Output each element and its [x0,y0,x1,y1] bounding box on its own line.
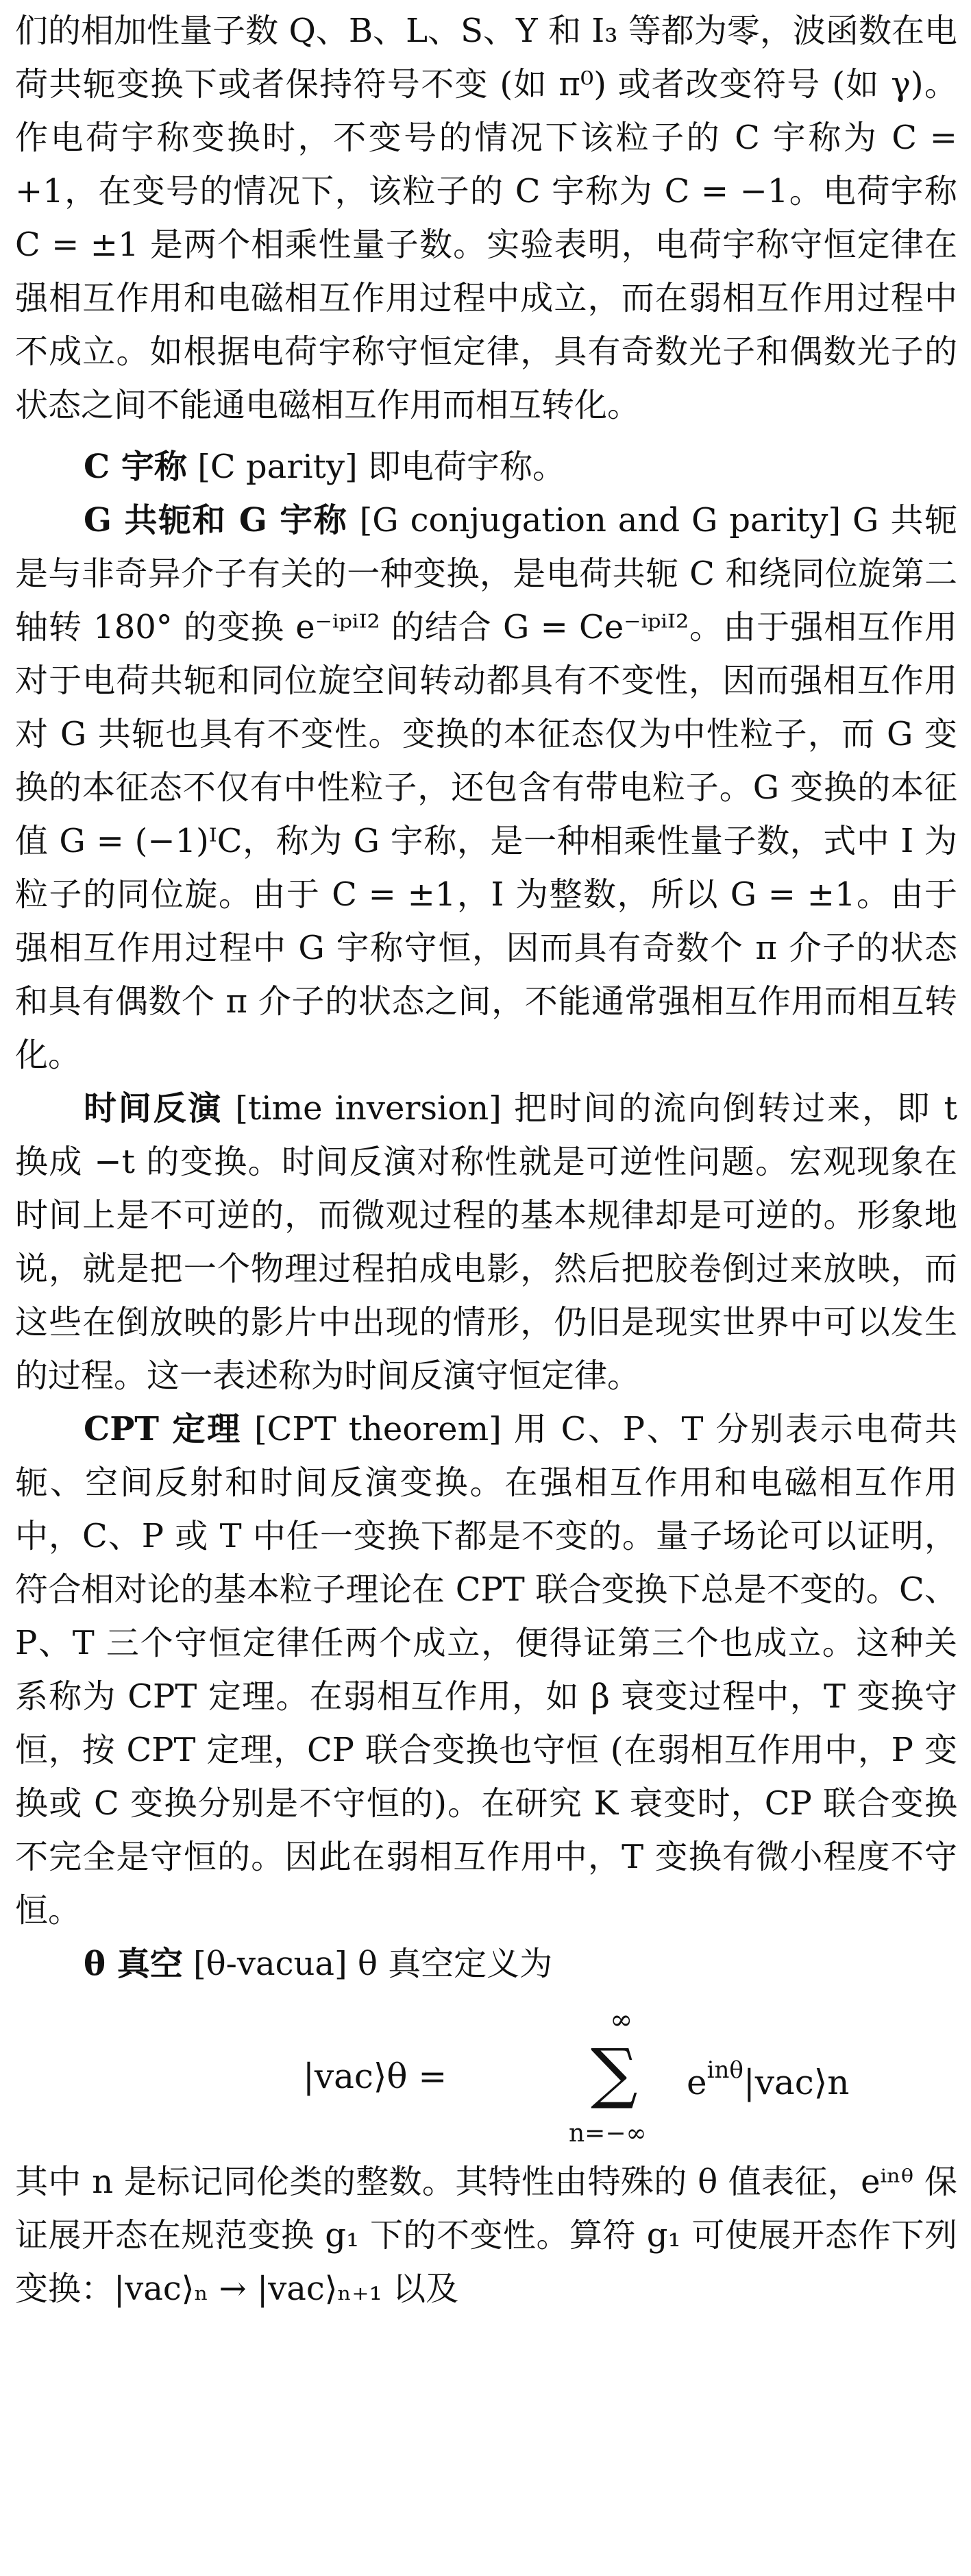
exp-base: e [687,2063,707,2102]
term-body: G 共轭是与非奇异介子有关的一种变换，是电荷共轭 C 和绕同位旋第二轴转 180° 的变换 e⁻ⁱᵖⁱᴵ² 的结合 G = Ce⁻ⁱᵖⁱᴵ²。由于强相互作用对于电荷共轭和同位旋空间转动都具有不变性，因而强相互作用对 G 共轭也具有不变性。变换的本征态仅为中性粒子，而 G 变换的本征态不仅有中性粒子，还包含有带电粒子。G 变换的本征值 G = (−1)ᴵC，称为 G 宇称，是一种相乘性量子数，式中 I 为粒子的同位旋。由于 C = ±1，I 为整数，所以 G = ±1。由于强相互作用过程中 G 宇称守恒，因而具有奇数个 π 介子的状态和具有偶数个 π 介子的状态之间，不能通常强相互作用而相互转化。 [15,501,958,1074]
entry-g-conjugation [15,494,957,1082]
exp-power: inθ [706,2056,743,2084]
term-body: θ 真空定义为 [357,1945,553,1983]
term-english: [time inversion] [235,1089,502,1128]
term-body: 把时间的流向倒转过来，即 t 换成 −t 的变换。时间反演对称性就是可逆性问题。宏观现象在时间上是不可逆的，而微观过程的基本规律却是可逆的。形象地说，就是把一个物理过程拍成电影，然后把胶卷倒过来放映，而这些在倒放映的影片中出现的情形，仍旧是现实世界中可以发生的过程。这一表述称为时间反演守恒定律。 [15,1089,957,1395]
spacer [15,432,957,440]
term-body: 用 C、P、T 分别表示电荷共轭、空间反射和时间反演变换。在强相互作用和电磁相互作用中，C、P 或 T 中任一变换下都是不变的。量子场论可以证明，符合相对论的基本粒子理论在 CPT 联合变换下总是不变的。C、P、T 三个守恒定律任两个成立，便得证第三个也成立。这种关系称为 CPT 定理。在弱相互作用，如 β 衰变过程中，T 变换守恒，按 CPT 定理，CP 联合变换也守恒 (在弱相互作用中，P 变换或 C 变换分别是不守恒的)。在研究 K 衰变时，CP 联合变换不完全是守恒的。因此在弱相互作用中，T 变换有微小程度不守恒。 [15,1410,957,1930]
term-english: [G conjugation and G parity] [359,501,841,539]
term-heading: θ 真空 [84,1945,183,1983]
term-body: 即电荷宇称。 [367,448,565,486]
term-english: [θ-vacua] [193,1945,347,1983]
term-heading: C 宇称 [84,448,187,486]
vac-state: |vac⟩n [743,2063,850,2102]
theta-vacuum-equation [15,1991,957,2155]
sum-upper-limit: ∞ [610,2004,633,2036]
entry-c-parity [15,440,957,494]
summation-symbol: ∑ [591,2034,638,2111]
entry-time-inversion [15,1082,957,1402]
term-english: [C parity] [197,448,358,486]
equation-rhs [687,2056,849,2102]
term-english: [CPT theorem] [254,1410,502,1448]
term-heading: CPT 定理 [84,1410,242,1448]
entry-cpt-theorem [15,1402,957,1937]
paragraph-charge-parity-continued: 们的相加性量子数 Q、B、L、S、Y 和 I₃ 等都为零，波函数在电荷共轭变换下或者保持符号不变 (如 π⁰) 或者改变符号 (如 γ)。作电荷宇称变换时，不变号的情况下该粒子的 C 宇称为 C = +1，在变号的情况下，该粒子的 C 宇称为 C = −1。电荷宇称 C = ±1 是两个相乘性量子数。实验表明，电荷宇称守恒定律在强相互作用和电磁相互作用过程中成立，而在弱相互作用过程中不成立。如根据电荷宇称守恒定律，具有奇数光子和偶数光子的状态之间不能通电磁相互作用而相互转化。 [15,12,957,424]
paragraph-after-equation: 其中 n 是标记同伦类的整数。其特性由特殊的 θ 值表征，eⁱⁿᶿ 保证展开态在规范变换 g₁ 下的不变性。算符 g₁ 可使展开态作下列变换：|vac⟩ₙ → |vac⟩ₙ₊₁ 以及 [15,2163,957,2308]
term-heading: G 共轭和 G 宇称 [84,501,348,539]
entry-theta-vacua [15,1937,957,1991]
sum-lower-limit: n=−∞ [569,2119,647,2148]
term-heading: 时间反演 [84,1089,223,1128]
equation-lhs: |vac⟩θ = [303,2056,447,2096]
document-page [15,4,957,2316]
